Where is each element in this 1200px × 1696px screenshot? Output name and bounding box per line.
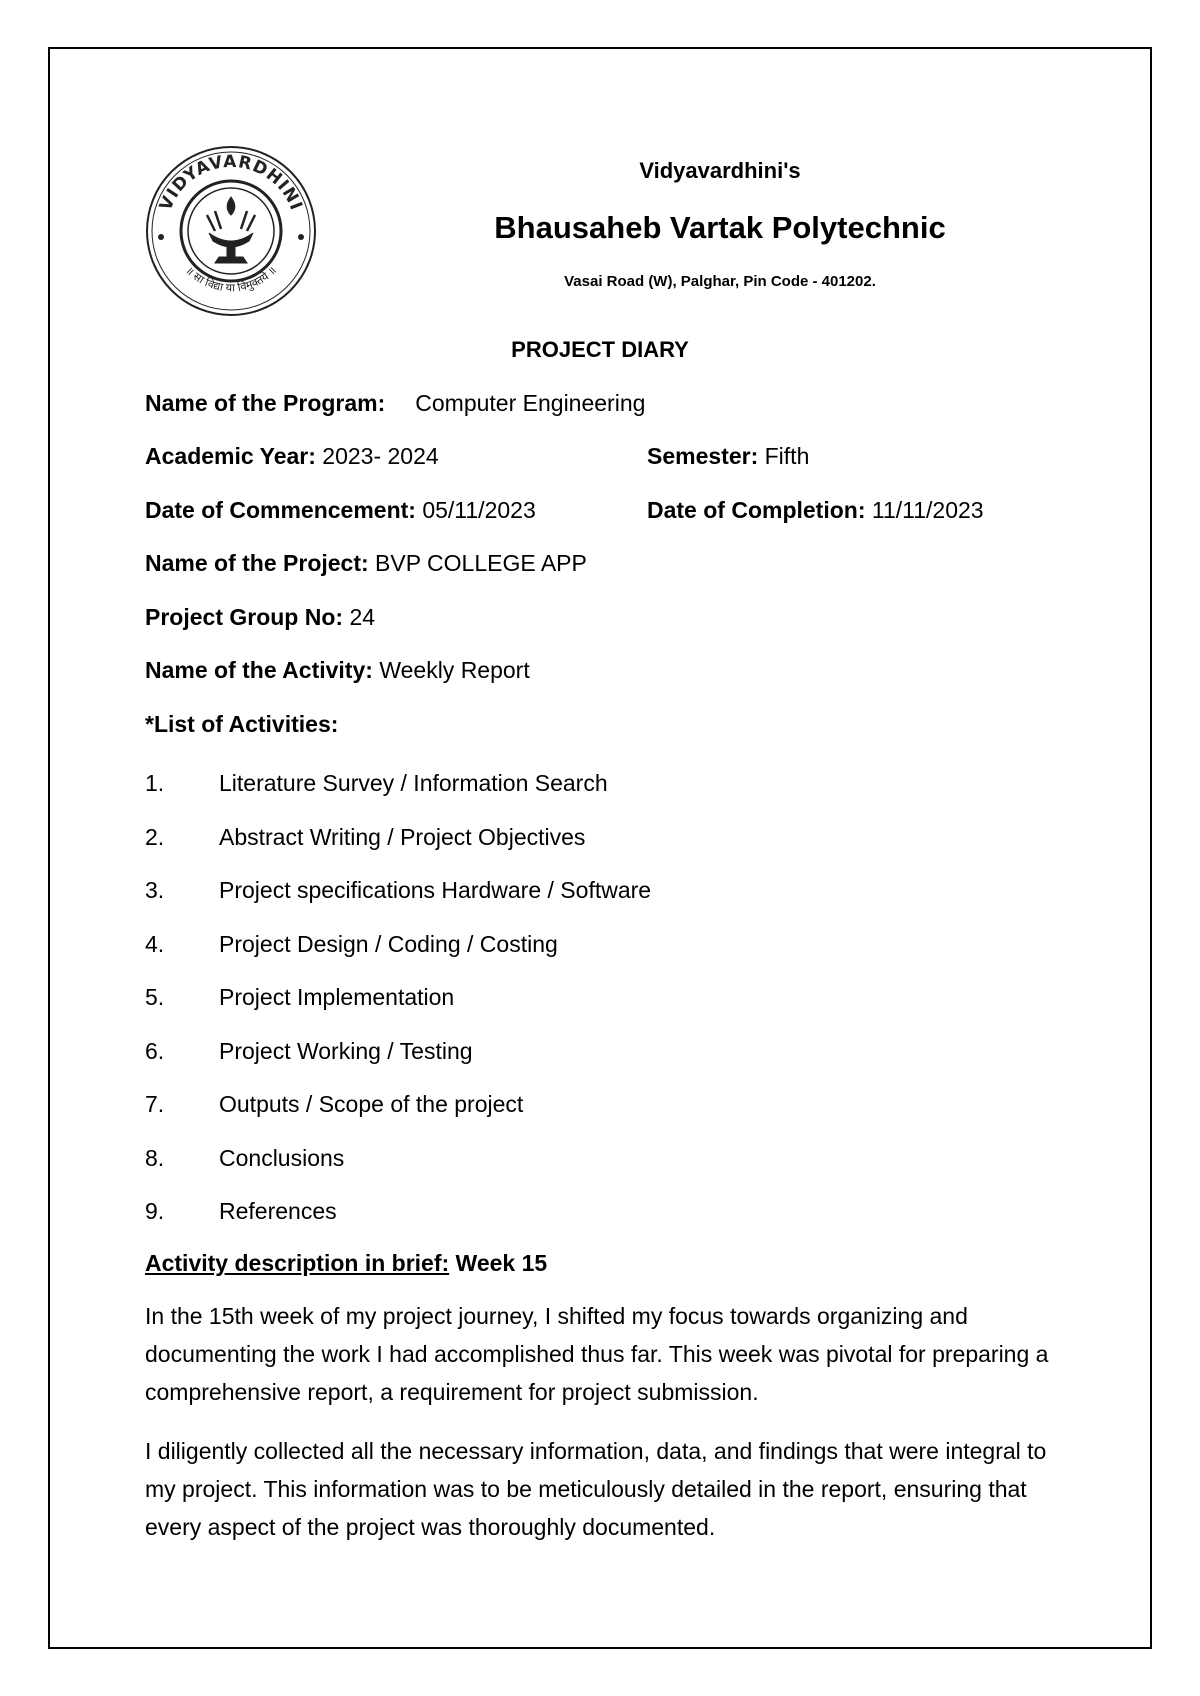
- list-item-number: 2.: [145, 823, 165, 850]
- list-item: [145, 877, 651, 931]
- list-item-text: Abstract Writing / Project Objectives: [219, 823, 586, 850]
- list-item-number: 6.: [145, 1037, 165, 1064]
- list-item-number: 5.: [145, 984, 165, 1010]
- college-address: Vasai Road (W), Palghar, Pin Code - 401202.: [564, 273, 876, 290]
- activities-heading-text: *List of Activities:: [145, 711, 339, 737]
- list-item-number: 1.: [145, 770, 165, 796]
- college-name: Bhausaheb Vartak Polytechnic: [494, 210, 946, 245]
- program-row: [145, 390, 645, 417]
- document-title: PROJECT DIARY: [511, 337, 689, 362]
- activity-name-label: Name of the Activity:: [145, 657, 373, 683]
- list-item-text: Literature Survey / Information Search: [219, 770, 608, 796]
- semester-label: Semester:: [647, 443, 759, 469]
- commencement-value: 05/11/2023: [422, 497, 536, 523]
- semester-value: Fifth: [764, 443, 810, 469]
- seal-top-text: VIDYAVARDHINI: [155, 151, 307, 214]
- seal-bottom-text: ॥ सा विद्या या विमुक्तये ॥: [182, 264, 280, 295]
- project-name-label: Name of the Project:: [145, 550, 369, 576]
- org-line: Vidyavardhini's: [639, 158, 801, 183]
- commencement-label: Date of Commencement:: [145, 497, 416, 523]
- activity-name-value: Weekly Report: [379, 657, 530, 683]
- project-name-row: [145, 550, 587, 577]
- list-item-text: References: [219, 1198, 337, 1224]
- brief-label: Activity description in brief:: [145, 1250, 450, 1276]
- brief-week: Week 15: [455, 1250, 548, 1276]
- brief-paragraph-1: In the 15th week of my project journey, I shifted my focus towards organizing and documenting the work I had accomplished thus far. This week was pivotal for preparing a comprehensive report, a requirement for project submission.: [145, 1303, 1049, 1405]
- list-item: [145, 1091, 651, 1145]
- list-item-text: Project specifications Hardware / Software: [219, 877, 652, 903]
- list-item: [145, 1038, 651, 1092]
- project-name-value: BVP COLLEGE APP: [375, 550, 587, 576]
- list-item: [145, 984, 651, 1038]
- academic-year-label: Academic Year:: [145, 443, 316, 469]
- program-label: Name of the Program:: [145, 390, 386, 416]
- list-item: [145, 770, 651, 824]
- group-no-value: 24: [349, 604, 376, 630]
- list-item-text: Outputs / Scope of the project: [219, 1091, 524, 1117]
- list-item-text: Project Working / Testing: [219, 1037, 473, 1064]
- commencement-row: [145, 497, 536, 524]
- list-item-number: 7.: [145, 1091, 165, 1117]
- academic-year-row: [145, 443, 439, 470]
- group-no-label: Project Group No:: [145, 604, 344, 630]
- list-item-number: 4.: [145, 930, 165, 957]
- list-item-text: Project Design / Coding / Costing: [219, 930, 558, 957]
- list-item: [145, 824, 651, 878]
- list-item: [145, 931, 651, 985]
- completion-row: [647, 497, 984, 524]
- list-item-number: 3.: [145, 877, 165, 903]
- completion-value: 11/11/2023: [871, 497, 984, 523]
- activities-heading: [145, 711, 338, 738]
- brief-paragraph-2: I diligently collected all the necessary information, data, and findings that were integral to my project. This information was to be meticulously detailed in the report, ensuring that every aspect of the project was thoroughly documented.: [145, 1438, 1047, 1540]
- list-item-number: 8.: [145, 1144, 165, 1171]
- list-item: [145, 1145, 651, 1199]
- activity-list: [145, 770, 651, 1252]
- list-item-text: Conclusions: [219, 1144, 345, 1171]
- program-value: Computer Engineering: [415, 390, 646, 416]
- list-item-text: Project Implementation: [219, 984, 455, 1010]
- list-item-number: 9.: [145, 1198, 165, 1224]
- completion-label: Date of Completion:: [647, 497, 866, 523]
- academic-year-value: 2023- 2024: [322, 443, 439, 469]
- list-item: [145, 1198, 651, 1252]
- brief-heading: [145, 1250, 547, 1277]
- lamp-icon: [207, 197, 255, 263]
- college-logo-seal: [145, 145, 317, 317]
- activity-name-row: [145, 657, 530, 684]
- group-no-row: [145, 604, 375, 631]
- semester-row: [647, 443, 809, 470]
